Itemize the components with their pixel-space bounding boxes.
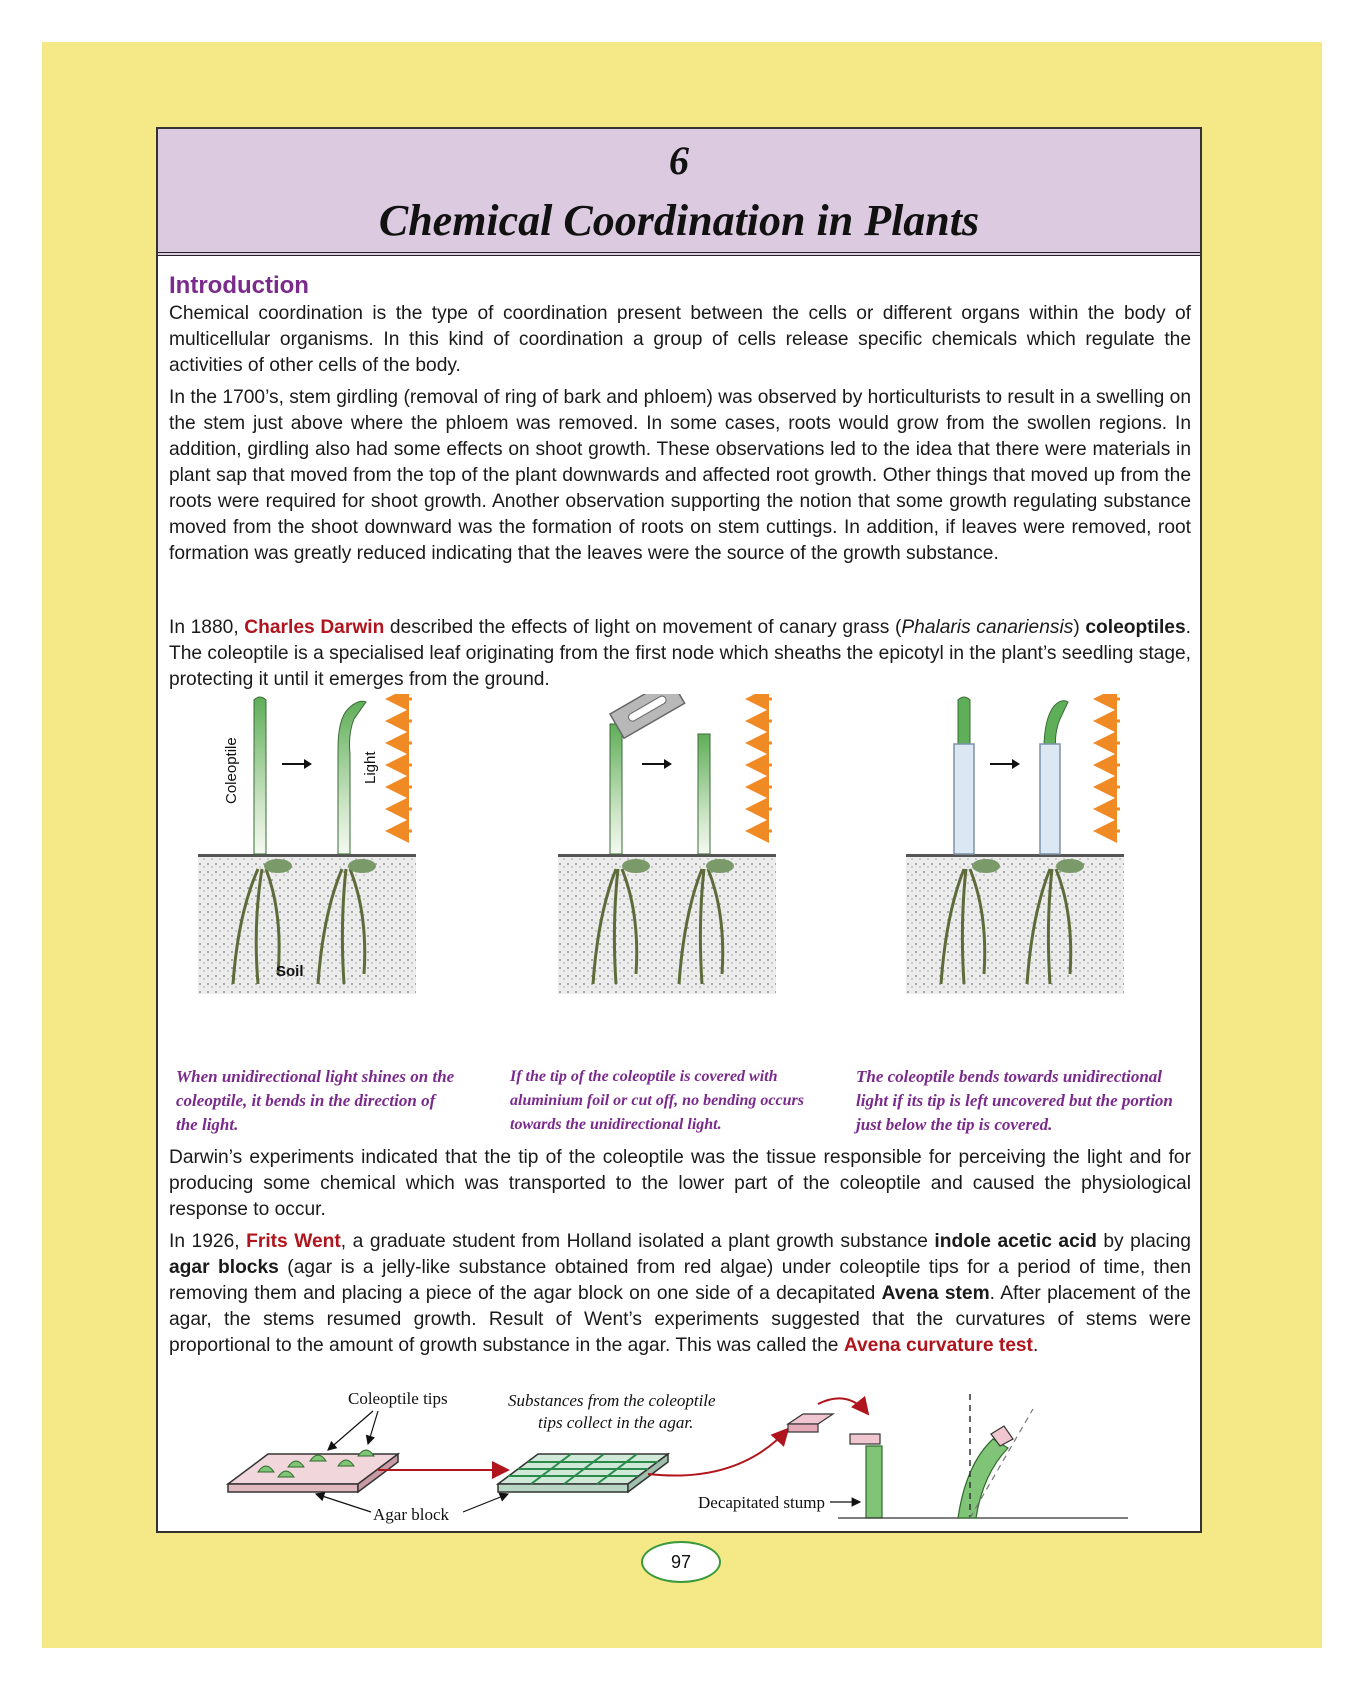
label-light: Light: [362, 751, 379, 784]
content-card: [156, 127, 1202, 1533]
caption-panel-2: If the tip of the coleoptile is covered with aluminium foil or cut off, no bending occurs towards the unidirectional light.: [510, 1068, 804, 1133]
panel-tip-uncovered: [906, 697, 1124, 994]
text: . After placement of the agar, the stems resumed growth. Result of Went’s experiments suggested that the curvatures of stems were proportional to the amount of growth substance in the agar. This was called the: [169, 1283, 1191, 1356]
section-heading: Introduction: [169, 272, 309, 299]
term-avena-test: Avena curvature test: [843, 1335, 1033, 1356]
text: ): [1073, 617, 1080, 638]
paragraph-darwin-result: Darwin’s experiments indicated that the tip of the coleoptile was the tissue responsible for perceiving the light and for producing some chemical which was transported to the lower part of the coleoptile and caused the physiological response to occur.: [169, 1147, 1191, 1220]
text: .: [1032, 1335, 1039, 1356]
caption-panel-1: When unidirectional light shines on the coleoptile, it bends in the direction of the light.: [176, 1067, 455, 1134]
text: In 1926,: [169, 1231, 247, 1252]
paragraph-darwin: [169, 615, 1191, 693]
panel-tip-cut: [558, 694, 776, 994]
label-agar-block: Agar block: [373, 1505, 450, 1524]
label-decapitated-stump: Decapitated stump: [698, 1493, 825, 1512]
foil-sleeve: [954, 744, 974, 854]
foil-sleeve: [1040, 744, 1060, 854]
chapter-title: Chemical Coordination in Plants: [378, 196, 980, 245]
term-avena-stem: Avena stem: [881, 1283, 990, 1304]
text: , a graduate student from Holland isolated a plant growth substance: [340, 1231, 935, 1252]
chapter-number: 6: [669, 138, 689, 183]
bent-avena-stem: [958, 1439, 1008, 1518]
soil-block: [198, 854, 416, 994]
chapter-header: [158, 129, 1200, 256]
species-name: Phalaris canariensis: [901, 617, 1074, 638]
text: by placing: [1096, 1231, 1191, 1252]
panel-light-bending: [198, 697, 416, 994]
decapitated-stump: [866, 1446, 882, 1518]
page-number: 97: [641, 1541, 721, 1583]
text: In 1880,: [169, 617, 245, 638]
coleoptile-straight: [254, 697, 266, 854]
razor-blade-icon: [610, 694, 685, 738]
agar-grid: [498, 1454, 668, 1492]
coleoptile-tip-bent: [1044, 701, 1068, 749]
soil-block: [906, 854, 1124, 994]
went-experiment-figure: [218, 1384, 1178, 1529]
paragraph-girdling: In the 1700’s, stem girdling (removal of ring of bark and phloem) was observed by horticulturists to result in a swelling on the stem just above where the phloem was removed. In some cases, roots would grow from the swollen regions. In addition, girdling also had some effects on shoot growth. These observations led to the idea that there were materials in plant sap that moved from the top of the plant downwards and affected root growth. Other things that moved up from the roots were required for shoot growth. Another observation supporting the notion that some growth regulating substance moved from the shoot downward was the formation of roots on stem cuttings. In addition, if leaves were removed, root formation was greatly reduced indicating that the leaves were the source of the growth substance.: [169, 387, 1191, 564]
label-coleoptile-tips: Coleoptile tips: [348, 1389, 448, 1408]
agar-block-with-tips: [228, 1450, 398, 1492]
agar-piece: [788, 1414, 833, 1424]
text: (agar is a jelly-like substance obtained from red algae) under coleoptile tips for a period of time, then removing them and placing a piece of the agar block on one side of a decapitated: [169, 1257, 1191, 1304]
caption-panel-3: The coleoptile bends towards unidirectional light if its tip is left uncovered but the portion just below the tip is covered.: [856, 1067, 1173, 1134]
coleoptile-decapitated: [698, 734, 710, 854]
agar-on-stump: [850, 1434, 880, 1444]
label-soil: Soil: [276, 963, 304, 980]
term-coleoptiles: coleoptiles: [1085, 617, 1186, 638]
coleoptile-straight: [610, 724, 622, 854]
term-agar-blocks: agar blocks: [169, 1257, 279, 1278]
paragraph-went: [169, 1229, 1191, 1359]
soil-block: [558, 854, 776, 994]
paragraph-intro: Chemical coordination is the type of coordination present between the cells or different organs within the body of multicellular organisms. In this kind of coordination a group of cells release specific chemicals which regulate the activities of other cells of the body.: [169, 303, 1191, 376]
term-iaa: indole acetic acid: [934, 1231, 1097, 1252]
text: . The coleoptile is a specialised leaf originating from the first node which sheaths the epicotyl in the plant’s seedling stage, protecting it until it emerges from the ground.: [169, 617, 1191, 690]
darwin-experiment-figure: [198, 694, 1178, 1019]
scientist-name: Frits Went: [246, 1231, 341, 1252]
label-coleoptile: Coleoptile: [223, 737, 240, 804]
label-substances-2: tips collect in the agar.: [538, 1413, 694, 1432]
text: described the effects of light on movement of canary grass (: [384, 617, 902, 638]
label-substances-1: Substances from the coleoptile: [508, 1391, 716, 1410]
scientist-name: Charles Darwin: [244, 617, 385, 638]
